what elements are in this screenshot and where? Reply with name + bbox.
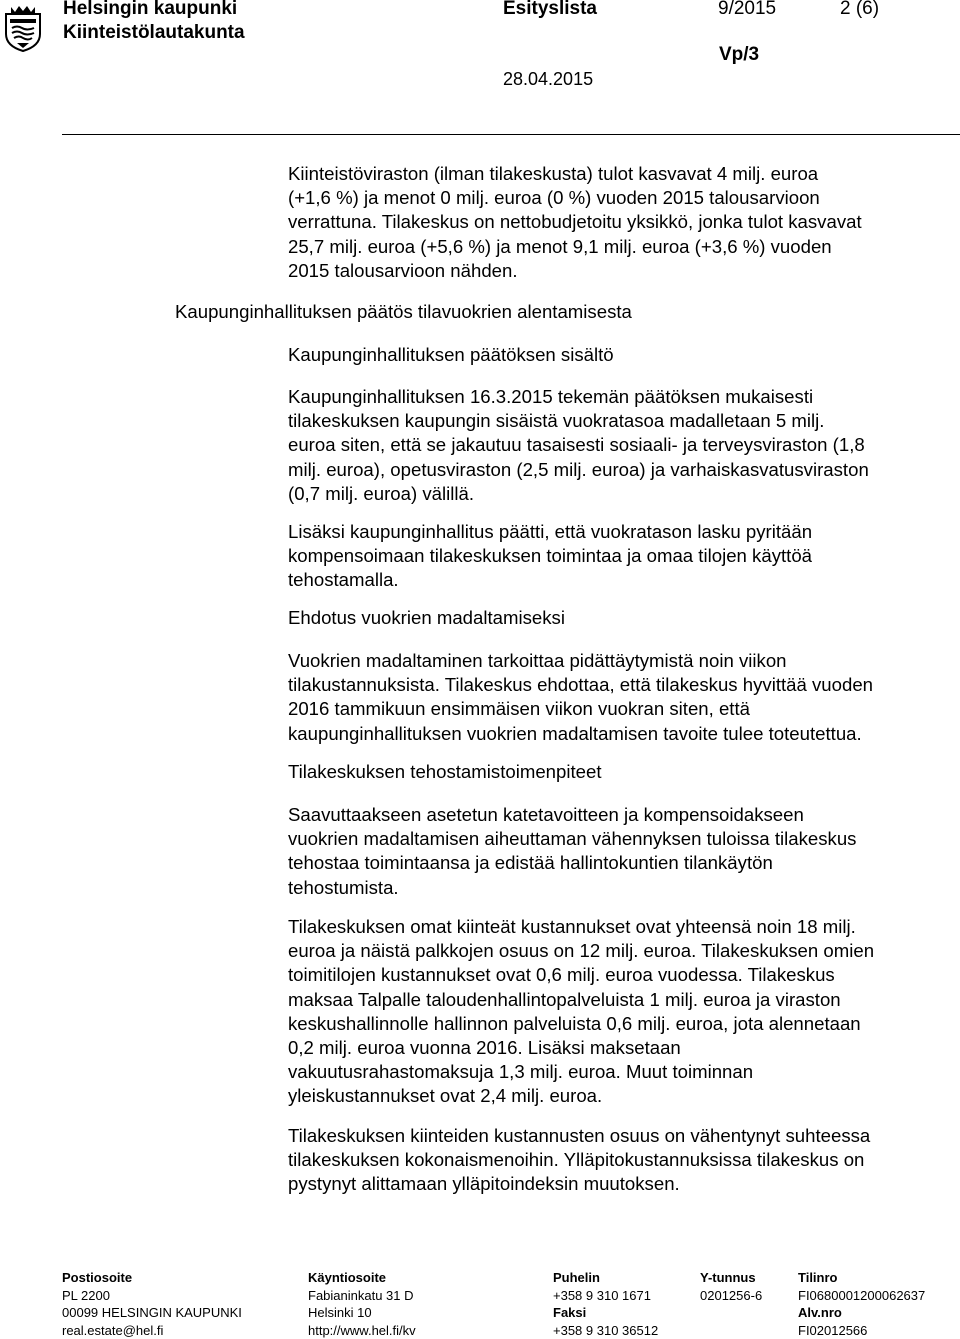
- footer-value: Fabianinkatu 31 D: [308, 1287, 416, 1305]
- text-line: euroa ja näistä palkkojen osuus on 12 milj. euroa. Tilakeskuksen omien: [288, 939, 958, 963]
- text-line: vuokrien madaltamisen aiheuttaman vähennyksen tuloissa tilakeskus: [288, 827, 958, 851]
- compensation-paragraph: [288, 520, 958, 593]
- footer-label: Y-tunnus: [700, 1269, 762, 1287]
- text-line: Saavuttaakseen asetetun katetavoitteen ja kompensoidakseen: [288, 803, 958, 827]
- text-line: (+1,6 %) ja menot 0 milj. euroa (0 %) vuoden 2015 talousarvioon: [288, 186, 958, 210]
- footer-email-link[interactable]: real.estate@hel.fi: [62, 1322, 242, 1339]
- footer-value: Helsinki 10: [308, 1304, 416, 1322]
- footer-label: Faksi: [553, 1304, 658, 1322]
- footer-value: 0201256-6: [700, 1287, 762, 1305]
- board-name: Kiinteistölautakunta: [63, 22, 245, 44]
- text-line: verrattuna. Tilakeskus on nettobudjetoitu yksikkö, jonka tulot kasvavat: [288, 210, 958, 234]
- section-heading: Kaupunginhallituksen päätös tilavuokrien alentamisesta: [175, 301, 632, 323]
- text-line: vakuutusrahastomaksuja 1,3 milj. euroa. Muut toiminnan: [288, 1060, 958, 1084]
- text-line: Kaupunginhallituksen 16.3.2015 tekemän päätöksen mukaisesti: [288, 385, 958, 409]
- text-line: tehostamalla.: [288, 568, 958, 592]
- footer-label: Tilinro: [798, 1269, 925, 1287]
- footer-value: FI0680001200062637: [798, 1287, 925, 1305]
- intro-paragraph: [288, 162, 958, 283]
- text-line: tilakeskuksen kokonaismenoihin. Ylläpitokustannuksissa tilakeskus on: [288, 1148, 958, 1172]
- text-line: tilakeskuksen kaupungin sisäistä vuokratasoa madalletaan 5 milj.: [288, 409, 958, 433]
- share-paragraph: [288, 1124, 958, 1197]
- text-line: keskushallinnolle hallinnon palveluista 0,6 milj. euroa, jota alennetaan: [288, 1012, 958, 1036]
- org-name: Helsingin kaupunki: [63, 0, 237, 20]
- proposal-paragraph: [288, 649, 958, 746]
- footer-value: PL 2200: [62, 1287, 242, 1305]
- text-line: Vuokrien madaltaminen tarkoittaa pidättäytymistä noin viikon: [288, 649, 958, 673]
- text-line: kompensoimaan tilakeskuksen toimintaa ja omaa tilojen käyttöä: [288, 544, 958, 568]
- text-line: milj. euroa), opetusviraston (2,5 milj. euroa) ja varhaiskasvatusviraston: [288, 458, 958, 482]
- footer-website-link[interactable]: http://www.hel.fi/kv: [308, 1322, 416, 1339]
- text-line: yleiskustannukset ovat 2,4 milj. euroa.: [288, 1084, 958, 1108]
- text-line: Lisäksi kaupunginhallitus päätti, että vuokratason lasku pyritään: [288, 520, 958, 544]
- text-line: kaupunginhallituksen vuokrien madaltamisen tavoite tulee toteutettua.: [288, 722, 958, 746]
- footer-label: Käyntiosoite: [308, 1269, 416, 1287]
- measures-paragraph: [288, 803, 958, 900]
- footer-value: +358 9 310 36512: [553, 1322, 658, 1339]
- document-type: Esityslista: [503, 0, 597, 20]
- document-date: 28.04.2015: [503, 69, 593, 90]
- costs-paragraph: [288, 915, 958, 1109]
- document-number: 9/2015: [718, 0, 776, 20]
- text-line: (0,7 milj. euroa) välillä.: [288, 482, 958, 506]
- text-line: tehostaa toimintaansa ja edistää hallintokuntien tilankäytön: [288, 851, 958, 875]
- footer-business-id: [700, 1269, 762, 1304]
- decision-paragraph: [288, 385, 958, 506]
- footer-visiting-address: [308, 1269, 416, 1339]
- text-line: 25,7 milj. euroa (+5,6 %) ja menot 9,1 milj. euroa (+3,6 %) vuoden: [288, 235, 958, 259]
- footer-value: FI02012566: [798, 1322, 925, 1339]
- footer-label: Postiosoite: [62, 1269, 242, 1287]
- subheading-measures: Tilakeskuksen tehostamistoimenpiteet: [288, 761, 602, 783]
- text-line: Kiinteistöviraston (ilman tilakeskusta) tulot kasvavat 4 milj. euroa: [288, 162, 958, 186]
- text-line: pystynyt alittamaan ylläpitoindeksin muutoksen.: [288, 1172, 958, 1196]
- footer-postal-address: [62, 1269, 242, 1339]
- text-line: maksaa Talpalle taloudenhallintopalveluista 1 milj. euroa ja viraston: [288, 988, 958, 1012]
- text-line: 2016 tammikuun ensimmäisen viikon vuokran siten, että: [288, 697, 958, 721]
- agenda-item: Vp/3: [719, 44, 759, 66]
- footer-phone: [553, 1269, 658, 1339]
- text-line: euroa siten, että se jakautuu tasaisesti sosiaali- ja terveysviraston (1,8: [288, 433, 958, 457]
- text-line: toimitilojen kustannukset ovat 0,6 milj. euroa vuodessa. Tilakeskus: [288, 963, 958, 987]
- text-line: Tilakeskuksen kiinteiden kustannusten osuus on vähentynyt suhteessa: [288, 1124, 958, 1148]
- footer-label: Puhelin: [553, 1269, 658, 1287]
- header-divider: [62, 134, 960, 135]
- footer-value: +358 9 310 1671: [553, 1287, 658, 1305]
- subheading-decision-content: Kaupunginhallituksen päätöksen sisältö: [288, 344, 614, 366]
- footer-account: [798, 1269, 925, 1339]
- text-line: Tilakeskuksen omat kiinteät kustannukset ovat yhteensä noin 18 milj.: [288, 915, 958, 939]
- page-number: 2 (6): [840, 0, 879, 20]
- text-line: tehostumista.: [288, 876, 958, 900]
- subheading-proposal: Ehdotus vuokrien madaltamiseksi: [288, 607, 565, 629]
- footer-value: 00099 HELSINGIN KAUPUNKI: [62, 1304, 242, 1322]
- footer-label: Alv.nro: [798, 1304, 925, 1322]
- text-line: 0,2 milj. euroa vuonna 2016. Lisäksi maksetaan: [288, 1036, 958, 1060]
- text-line: 2015 talousarvioon nähden.: [288, 259, 958, 283]
- text-line: tilakustannuksista. Tilakeskus ehdottaa, että tilakeskus hyvittää vuoden: [288, 673, 958, 697]
- helsinki-coat-of-arms-logo: [3, 4, 43, 52]
